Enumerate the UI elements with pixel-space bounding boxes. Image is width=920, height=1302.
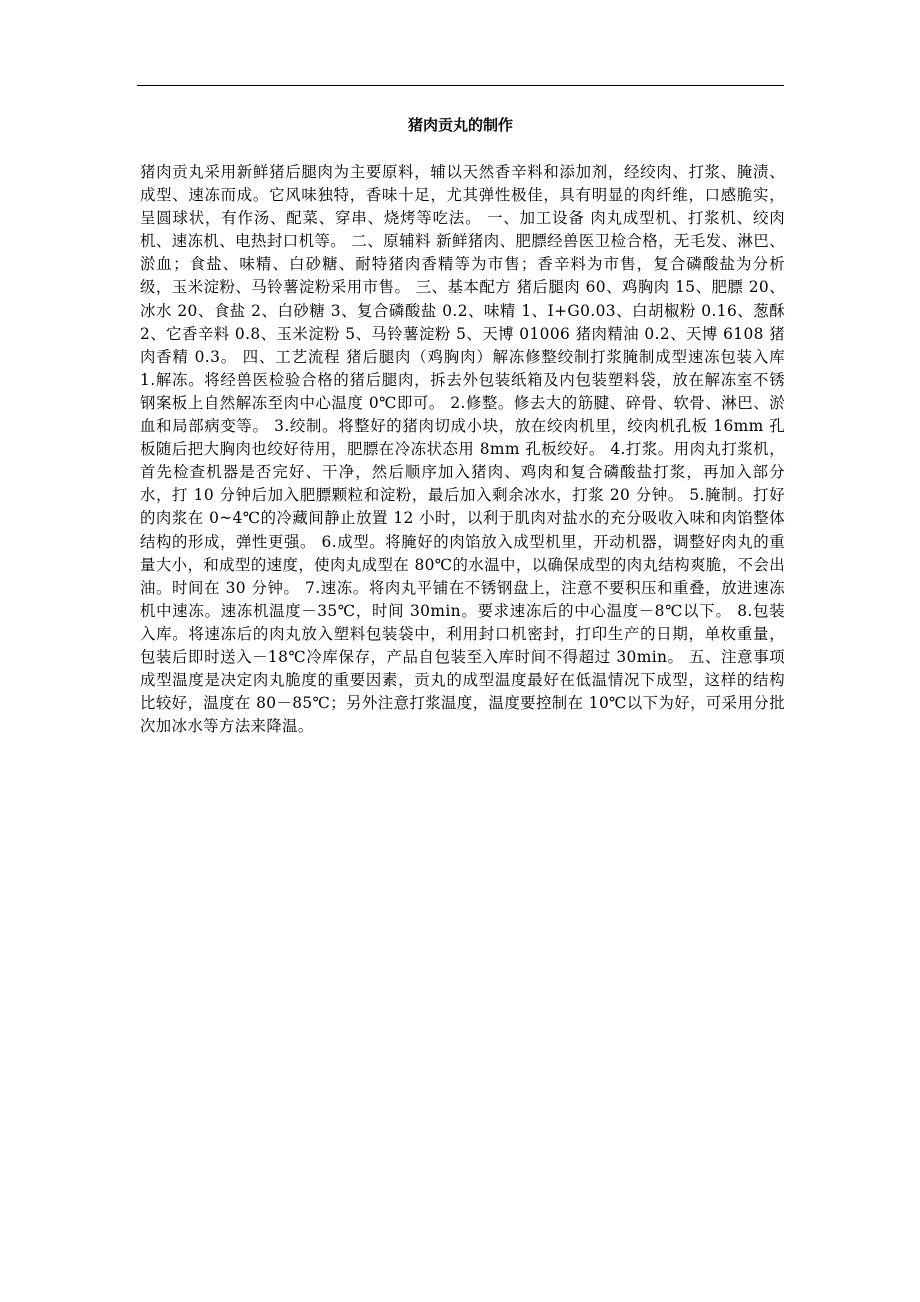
document-body: 猪肉贡丸采用新鲜猪后腿肉为主要原料，辅以天然香辛料和添加剂，经绞肉、打浆、腌渍、成型、速冻而成。它风味独特，香味十足，尤其弹性极佳，具有明显的肉纤维，口感脆实，呈圆球状，有作汤、配菜、穿串、烧烤等吃法。 一、加工设备 肉丸成型机、打浆机、绞肉机、速冻机、电热封口机等。 二、原辅料 新鲜猪肉、肥膘经兽医卫检合格，无毛发、淋巴、淤血；食盐、味精、白砂糖、耐特猪肉香精等为市售；香辛料为市售，复合磷酸盐为分析级，玉米淀粉、马铃薯淀粉采用市售。 三、基本配方 猪后腿肉 60、鸡胸肉 15、肥膘 20、冰水 20、食盐 2、白砂糖 3、复合磷酸盐 0.2、味精 1、I+G0.03、白胡椒粉 0.16、葱酥 2、它香辛料 0.8、玉米淀粉 5、马铃薯淀粉 5、天博 01006 猪肉精油 0.2、天博 6108 猪肉香精 0.3。 四、工艺流程 猪后腿肉（鸡胸肉）解冻修整绞制打浆腌制成型速冻包装入库 1.解冻。将经兽医检验合格的猪后腿肉，拆去外包装纸箱及内包装塑料袋，放在解冻室不锈钢案板上自然解冻至肉中心温度 0℃即可。 2.修整。修去大的筋腱、碎骨、软骨、淋巴、淤血和局部病变等。 3.绞制。将整好的猪肉切成小块，放在绞肉机里，绞肉机孔板 16mm 孔板随后把大胸肉也绞好待用，肥膘在冷冻状态用 8mm 孔板绞好。 4.打浆。用肉丸打浆机，首先检查机器是否完好、干净，然后顺序加入猪肉、鸡肉和复合磷酸盐打浆，再加入部分水，打 10 分钟后加入肥膘颗粒和淀粉，最后加入剩余冰水，打浆 20 分钟。 5.腌制。打好的肉浆在 0~4℃的冷藏间静止放置 12 小时，以利于肌肉对盐水的充分吸收入味和肉馅整体结构的形成，弹性更强。 6.成型。将腌好的肉馅放入成型机里，开动机器，调整好肉丸的重量大小，和成型的速度，使肉丸成型在 80℃的水温中，以确保成型的肉丸结构爽脆，不会出油。时间在 30 分钟。 7.速冻。将肉丸平铺在不锈钢盘上，注意不要积压和重叠，放进速冻机中速冻。速冻机温度－35℃，时间 30min。要求速冻后的中心温度－8℃以下。 8.包装入库。将速冻后的肉丸放入塑料包装袋中，利用封口机密封，打印生产的日期，单枚重量，包装后即时送入－18℃冷库保存，产品自包装至入库时间不得超过 30min。 五、注意事项 成型温度是决定肉丸脆度的重要因素，贡丸的成型温度最好在低温情况下成型，这样的结构比较好，温度在 80－85℃；另外注意打浆温度，温度要控制在 10℃以下为好，可采用分批次加冰水等方法来降温。 xyxy=(140,163,785,736)
document-title: 猪肉贡丸的制作 xyxy=(407,116,513,134)
header-rule xyxy=(137,85,784,86)
